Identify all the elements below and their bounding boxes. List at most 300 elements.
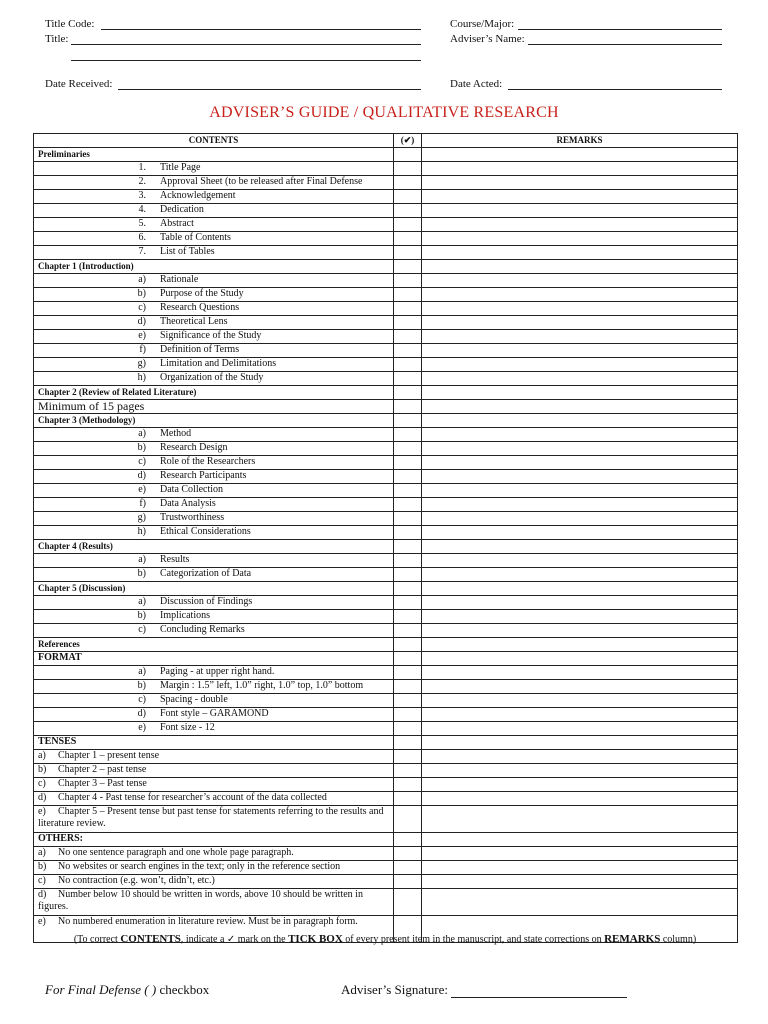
content-item (34, 778, 394, 792)
tick-box[interactable] (394, 694, 422, 708)
table-row (34, 190, 738, 204)
item-text: Data Analysis (160, 498, 216, 509)
table-row (34, 568, 738, 582)
section-label: OTHERS: (34, 833, 394, 847)
tick-box[interactable] (394, 638, 422, 652)
final-defense-checkbox[interactable] (45, 982, 209, 998)
content-item (34, 274, 394, 288)
section-label: Chapter 3 (Methodology) (34, 414, 394, 428)
tick-box[interactable] (394, 806, 422, 833)
content-item (34, 512, 394, 526)
remarks-cell[interactable] (422, 582, 738, 596)
content-item (34, 498, 394, 512)
remarks-cell[interactable] (422, 288, 738, 302)
content-item (34, 526, 394, 540)
tick-box[interactable] (394, 400, 422, 414)
item-text: Chapter 2 – past tense (58, 764, 147, 775)
item-text: Significance of the Study (160, 330, 262, 341)
date-received-label: Date Received: (45, 78, 113, 90)
section-row (34, 638, 738, 652)
tick-box[interactable] (394, 680, 422, 694)
remarks-cell[interactable] (422, 386, 738, 400)
tick-box[interactable] (394, 470, 422, 484)
remarks-cell[interactable] (422, 274, 738, 288)
table-row (34, 344, 738, 358)
item-text: Approval Sheet (to be released after Final Defense (160, 176, 363, 187)
tick-box[interactable] (394, 847, 422, 861)
remarks-cell[interactable] (422, 442, 738, 456)
remarks-cell[interactable] (422, 498, 738, 512)
item-text: Font size - 12 (160, 722, 215, 733)
section-label: FORMAT (34, 652, 394, 666)
item-text: Purpose of the Study (160, 288, 244, 299)
table-row (34, 372, 738, 386)
title-label: Title: (45, 33, 69, 45)
section-row (34, 652, 738, 666)
tick-box[interactable] (394, 260, 422, 274)
tick-box[interactable] (394, 624, 422, 638)
tick-box[interactable] (394, 875, 422, 889)
item-text: No one sentence paragraph and one whole page paragraph. (58, 847, 294, 858)
content-item (34, 428, 394, 442)
tick-box[interactable] (394, 358, 422, 372)
item-number: a) (138, 666, 146, 677)
table-row (34, 498, 738, 512)
tick-box[interactable] (394, 582, 422, 596)
tick-box[interactable] (394, 162, 422, 176)
contents-column-header: CONTENTS (34, 134, 394, 148)
section-label: Chapter 1 (Introduction) (34, 260, 394, 274)
item-number: d) (137, 470, 146, 481)
title-code-field[interactable] (101, 29, 421, 30)
section-row (34, 260, 738, 274)
item-number: h) (137, 526, 146, 537)
content-item (34, 722, 394, 736)
date-acted-field[interactable] (508, 89, 722, 90)
content-item (34, 162, 394, 176)
remarks-cell[interactable] (422, 680, 738, 694)
tick-box[interactable] (394, 330, 422, 344)
course-major-field[interactable] (518, 29, 722, 30)
remarks-cell[interactable] (422, 694, 738, 708)
remarks-cell[interactable] (422, 750, 738, 764)
item-number: 7. (138, 246, 146, 257)
item-number: 2. (138, 176, 146, 187)
content-item (34, 694, 394, 708)
table-row (34, 764, 738, 778)
remarks-cell[interactable] (422, 638, 738, 652)
remarks-cell[interactable] (422, 833, 738, 847)
tick-box[interactable] (394, 861, 422, 875)
remarks-cell[interactable] (422, 722, 738, 736)
table-row (34, 204, 738, 218)
content-item (34, 302, 394, 316)
remarks-cell[interactable] (422, 176, 738, 190)
remarks-cell[interactable] (422, 861, 738, 875)
remarks-cell[interactable] (422, 652, 738, 666)
tick-box[interactable] (394, 484, 422, 498)
table-row (34, 288, 738, 302)
tick-box[interactable] (394, 316, 422, 330)
title-field[interactable] (71, 44, 421, 45)
tick-box[interactable] (394, 764, 422, 778)
section-row (34, 833, 738, 847)
remarks-cell[interactable] (422, 554, 738, 568)
item-number: c) (138, 624, 146, 635)
tick-box[interactable] (394, 176, 422, 190)
content-item (34, 442, 394, 456)
remarks-cell[interactable] (422, 260, 738, 274)
date-received-field[interactable] (118, 89, 421, 90)
item-number: g) (137, 512, 146, 523)
table-row (34, 428, 738, 442)
table-row (34, 442, 738, 456)
item-text: Theoretical Lens (160, 316, 228, 327)
tick-box[interactable] (394, 274, 422, 288)
advisers-name-label: Adviser’s Name: (450, 33, 525, 45)
content-item (34, 708, 394, 722)
remarks-cell[interactable] (422, 162, 738, 176)
item-number: 1. (138, 162, 146, 173)
item-number: g) (137, 358, 146, 369)
remarks-cell[interactable] (422, 204, 738, 218)
remarks-cell[interactable] (422, 778, 738, 792)
tick-box[interactable] (394, 232, 422, 246)
tick-box[interactable] (394, 750, 422, 764)
tick-box[interactable] (394, 833, 422, 847)
remarks-cell[interactable] (422, 246, 738, 260)
item-number: f) (139, 344, 146, 355)
item-number: c) (138, 456, 146, 467)
item-text: Spacing - double (160, 694, 228, 705)
tick-box[interactable] (394, 512, 422, 526)
remarks-cell[interactable] (422, 596, 738, 610)
item-number: b) (137, 442, 146, 453)
final-defense-label: For Final Defense ( ) (45, 982, 157, 997)
item-text: Categorization of Data (160, 568, 252, 579)
remarks-cell[interactable] (422, 666, 738, 680)
tick-box[interactable] (394, 610, 422, 624)
remarks-cell[interactable] (422, 512, 738, 526)
item-number: d) (137, 708, 146, 719)
remarks-cell[interactable] (422, 736, 738, 750)
section-label: Chapter 5 (Discussion) (34, 582, 394, 596)
section-row (34, 148, 738, 162)
item-text: Chapter 3 – Past tense (58, 778, 147, 789)
content-item (34, 358, 394, 372)
content-item (34, 232, 394, 246)
table-row (34, 722, 738, 736)
note-text: of every present item in the manuscript, and state corrections on (342, 934, 605, 945)
item-text: Organization of the Study (160, 372, 264, 383)
item-number: a) (138, 596, 146, 607)
table-header-row (34, 134, 738, 148)
item-number: a) (138, 274, 146, 285)
instruction-note (40, 934, 730, 945)
content-item (34, 806, 394, 833)
item-text: Paging - at upper right hand. (160, 666, 275, 677)
table-row (34, 246, 738, 260)
content-item (34, 596, 394, 610)
item-number: c) (138, 694, 146, 705)
table-row (34, 330, 738, 344)
remarks-cell[interactable] (422, 847, 738, 861)
section-label: Chapter 4 (Results) (34, 540, 394, 554)
content-item (34, 554, 394, 568)
content-item (34, 792, 394, 806)
item-text: Rationale (160, 274, 199, 285)
item-text: Font style – GARAMOND (160, 708, 269, 719)
table-row (34, 456, 738, 470)
item-number: b) (137, 610, 146, 621)
title-code-label: Title Code: (45, 18, 95, 30)
item-number: a) (138, 554, 146, 565)
advisers-guide-table (33, 133, 738, 943)
item-number: d) (38, 889, 47, 900)
tick-box[interactable] (394, 666, 422, 680)
table-row (34, 218, 738, 232)
remarks-cell[interactable] (422, 624, 738, 638)
remarks-cell[interactable] (422, 764, 738, 778)
remarks-cell[interactable] (422, 889, 738, 916)
note-text: column) (660, 934, 697, 945)
item-text: Method (160, 428, 192, 439)
item-text: Limitation and Delimitations (160, 358, 277, 369)
section-row (34, 414, 738, 428)
remarks-cell[interactable] (422, 708, 738, 722)
section-row (34, 582, 738, 596)
content-item (34, 666, 394, 680)
section-row (34, 540, 738, 554)
tick-box[interactable] (394, 778, 422, 792)
content-item (34, 316, 394, 330)
remarks-cell[interactable] (422, 456, 738, 470)
item-number: a) (38, 750, 46, 761)
tick-box[interactable] (394, 344, 422, 358)
item-text: Acknowledgement (160, 190, 236, 201)
signature-label: Adviser’s Signature: (341, 982, 452, 997)
remarks-cell[interactable] (422, 568, 738, 582)
table-row (34, 274, 738, 288)
remarks-cell[interactable] (422, 148, 738, 162)
section-label: Preliminaries (34, 148, 394, 162)
item-text: Ethical Considerations (160, 526, 251, 537)
tick-box[interactable] (394, 442, 422, 456)
content-item (34, 372, 394, 386)
tick-box[interactable] (394, 736, 422, 750)
tick-box[interactable] (394, 246, 422, 260)
table-row (34, 792, 738, 806)
remarks-cell[interactable] (422, 610, 738, 624)
item-number: d) (137, 316, 146, 327)
item-number: 5. (138, 218, 146, 229)
remarks-cell[interactable] (422, 414, 738, 428)
table-row (34, 694, 738, 708)
tick-column-header: (✔) (394, 134, 422, 148)
item-text: Discussion of Findings (160, 596, 253, 607)
remarks-cell[interactable] (422, 372, 738, 386)
item-number: b) (38, 861, 47, 872)
tick-box[interactable] (394, 708, 422, 722)
content-item (34, 568, 394, 582)
table-row (34, 861, 738, 875)
item-text: Research Questions (160, 302, 240, 313)
item-text: Chapter 4 - Past tense for researcher’s account of the data collected (58, 792, 327, 803)
content-item (34, 288, 394, 302)
remarks-cell[interactable] (422, 218, 738, 232)
note-text: , indicate a ✓ mark on the (180, 934, 289, 945)
item-number: b) (38, 764, 47, 775)
table-row (34, 316, 738, 330)
checkbox-label: checkbox (156, 982, 210, 997)
table-row (34, 806, 738, 833)
tick-box[interactable] (394, 302, 422, 316)
table-body (34, 148, 738, 943)
remarks-cell[interactable] (422, 875, 738, 889)
item-number: e) (138, 722, 146, 733)
page-title: ADVISER’S GUIDE / QUALITATIVE RESEARCH (209, 104, 559, 121)
tick-box[interactable] (394, 288, 422, 302)
content-item (34, 176, 394, 190)
item-number: b) (137, 680, 146, 691)
item-number: e) (138, 330, 146, 341)
tick-box[interactable] (394, 386, 422, 400)
tick-box[interactable] (394, 792, 422, 806)
title-field-line-2[interactable] (71, 60, 421, 61)
content-item (34, 680, 394, 694)
section-row (34, 386, 738, 400)
tick-box[interactable] (394, 568, 422, 582)
item-number: c) (138, 302, 146, 313)
content-item (34, 330, 394, 344)
remarks-cell[interactable] (422, 470, 738, 484)
remarks-cell[interactable] (422, 302, 738, 316)
section-label: TENSES (34, 736, 394, 750)
content-item (34, 344, 394, 358)
table-row (34, 484, 738, 498)
item-number: e) (38, 806, 46, 817)
item-text: No contraction (e.g. won’t, didn’t, etc.) (58, 875, 215, 886)
item-number: e) (38, 916, 46, 927)
table-row (34, 875, 738, 889)
tick-box[interactable] (394, 428, 422, 442)
table-row (34, 400, 738, 414)
table-row (34, 176, 738, 190)
content-item (34, 218, 394, 232)
tick-box[interactable] (394, 204, 422, 218)
content-item (34, 847, 394, 861)
item-text: Implications (160, 610, 210, 621)
tick-box[interactable] (394, 190, 422, 204)
tick-box[interactable] (394, 596, 422, 610)
adviser-signature (341, 982, 627, 998)
content-item (34, 889, 394, 916)
tick-box[interactable] (394, 498, 422, 512)
tick-box[interactable] (394, 148, 422, 162)
item-number: 3. (138, 190, 146, 201)
item-number: c) (38, 778, 46, 789)
remarks-cell[interactable] (422, 526, 738, 540)
item-text: Title Page (160, 162, 201, 173)
remarks-cell[interactable] (422, 792, 738, 806)
content-item (34, 750, 394, 764)
remarks-cell[interactable] (422, 400, 738, 414)
table-row (34, 889, 738, 916)
item-number: 6. (138, 232, 146, 243)
item-number: e) (138, 484, 146, 495)
advisers-name-field[interactable] (528, 44, 722, 45)
remarks-cell[interactable] (422, 344, 738, 358)
tick-box[interactable] (394, 372, 422, 386)
item-text: Chapter 1 – present tense (58, 750, 160, 761)
remarks-cell[interactable] (422, 428, 738, 442)
table-row (34, 750, 738, 764)
remarks-cell[interactable] (422, 316, 738, 330)
item-text: Role of the Researchers (160, 456, 256, 467)
tick-box[interactable] (394, 722, 422, 736)
note-bold-tick-box: TICK BOX (288, 933, 343, 945)
item-text: Table of Contents (160, 232, 231, 243)
remarks-cell[interactable] (422, 540, 738, 554)
item-text: List of Tables (160, 246, 215, 257)
item-text: Margin : 1.5” left, 1.0” right, 1.0” top, 1.0” bottom (160, 680, 364, 691)
item-text: Definition of Terms (160, 344, 240, 355)
section-row (34, 736, 738, 750)
table-row (34, 232, 738, 246)
signature-line[interactable] (451, 985, 627, 998)
content-item (34, 470, 394, 484)
tick-box[interactable] (394, 889, 422, 916)
remarks-cell[interactable] (422, 358, 738, 372)
table-row (34, 624, 738, 638)
table-row (34, 470, 738, 484)
content-item (34, 861, 394, 875)
section-label: References (34, 638, 394, 652)
tick-box[interactable] (394, 218, 422, 232)
content-item (34, 875, 394, 889)
section-label: Chapter 2 (Review of Related Literature) (34, 386, 394, 400)
tick-box[interactable] (394, 456, 422, 470)
tick-box[interactable] (394, 540, 422, 554)
tick-box[interactable] (394, 526, 422, 540)
content-item (34, 246, 394, 260)
table-row (34, 512, 738, 526)
date-acted-label: Date Acted: (450, 78, 503, 90)
content-item (34, 204, 394, 218)
item-text: Number below 10 should be written in words, above 10 should be written in figures. (38, 889, 363, 912)
tick-box[interactable] (394, 414, 422, 428)
remarks-cell[interactable] (422, 484, 738, 498)
table-row (34, 847, 738, 861)
content-item (34, 624, 394, 638)
remarks-cell[interactable] (422, 232, 738, 246)
content-item (34, 764, 394, 778)
item-number: b) (137, 568, 146, 579)
remarks-cell[interactable] (422, 190, 738, 204)
remarks-cell[interactable] (422, 330, 738, 344)
table-row (34, 708, 738, 722)
item-text: No numbered enumeration in literature review. Must be in paragraph form. (58, 916, 358, 927)
table-row (34, 680, 738, 694)
content-item (34, 610, 394, 624)
table-row (34, 596, 738, 610)
item-number: d) (38, 792, 47, 803)
item-text: Abstract (160, 218, 194, 229)
remarks-cell[interactable] (422, 806, 738, 833)
tick-box[interactable] (394, 554, 422, 568)
tick-box[interactable] (394, 652, 422, 666)
item-number: f) (139, 498, 146, 509)
